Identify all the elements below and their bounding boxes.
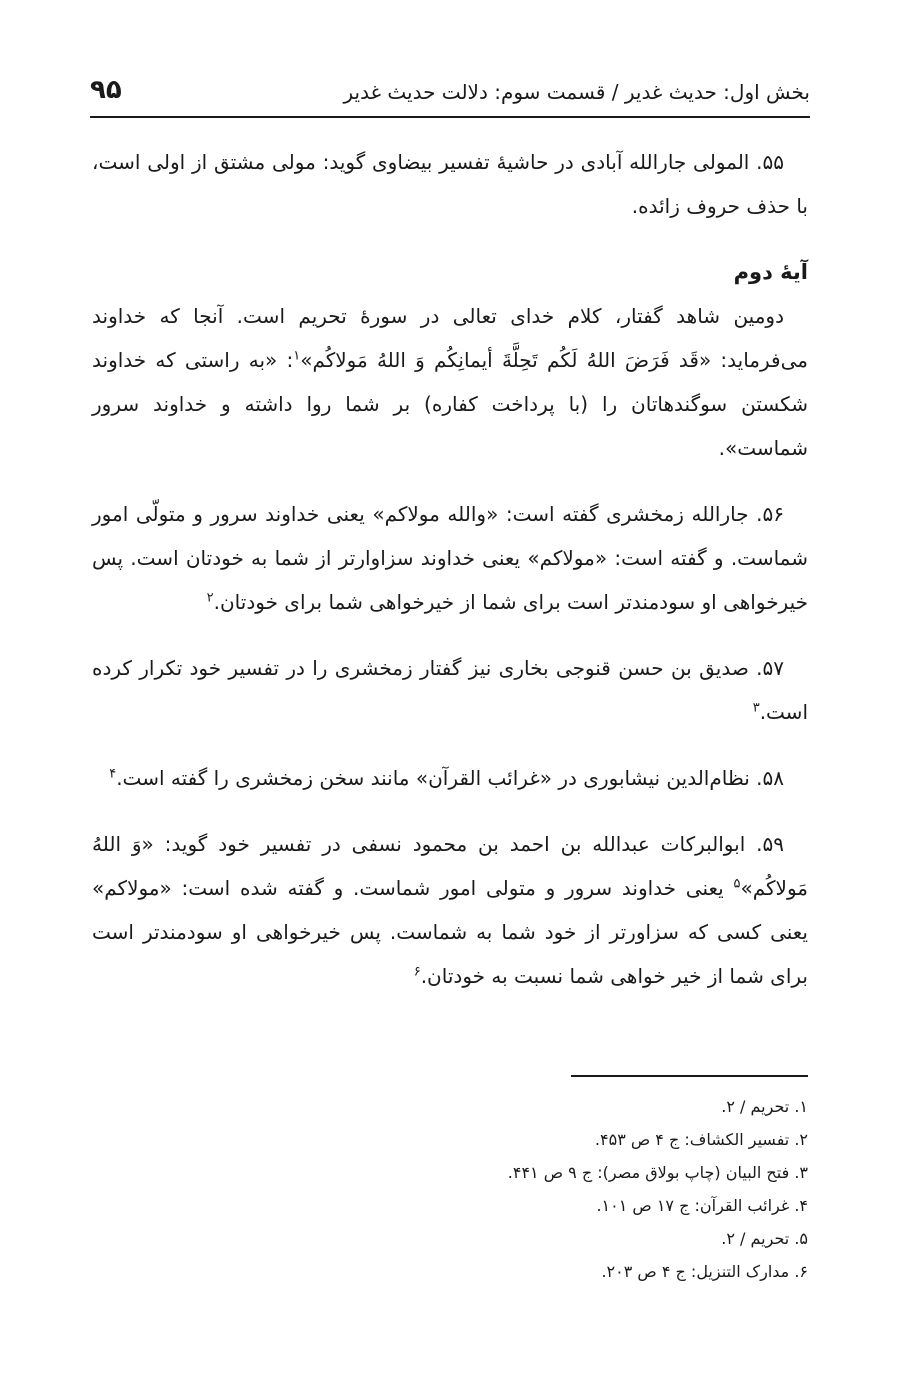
footnote-ref-2: ۲ — [206, 590, 214, 606]
footnote-divider — [571, 1075, 808, 1077]
intro-text: دومین شاهد گفتار، کلام خدای تعالی در سورهٔ تحریم است. آنجا که خداوند می‌فرماید: «قَد فَرَضَ اللهُ لَکُم تَحِلَّةَ أیمانِکُم وَ اللهُ مَولاکُم» — [92, 304, 808, 372]
paragraph-59-text-a: ۵۹. ابوالبرکات عبدالله بن احمد بن محمود نسفی در تفسیر خود گوید: «وَ اللهُ مَولاکُم» — [92, 832, 808, 900]
footnote-ref-4: ۴ — [109, 766, 117, 782]
footnote-ref-6: ۶ — [413, 964, 421, 980]
paragraph-56-text: ۵۶. جارالله زمخشری گفته است: «والله مولاکم» یعنی خداوند سرور و متولّی امور شماست. و گفته است: «مولاکم» یعنی خداوند سزاوارتر از شما به خودتان است. پس خیرخواهی او سودمندتر است برای شما از خیرخواهی شما برای خودتان. — [92, 502, 808, 614]
footnote-ref-1: ۱ — [293, 348, 301, 364]
page-number: ۹۵ — [90, 75, 122, 105]
footnote-item: ۶. مدارک التنزیل: ج ۴ ص ۲۰۳. — [601, 1262, 808, 1281]
paragraph-59 — [92, 822, 808, 998]
footnotes — [92, 1090, 808, 1288]
main-text — [92, 140, 808, 1020]
intro-tail-text: : «به راستی که خداوند شکستن سوگندهاتان را (با پرداخت کفاره) بر شما روا داشته و خداوند سرور شماست». — [92, 348, 808, 460]
footnote-item: ۵. تحریم / ۲. — [721, 1229, 808, 1248]
paragraph-58 — [92, 756, 808, 800]
paragraph-55-text: ۵۵. المولی جارالله آبادی در حاشیهٔ تفسیر بیضاوی گوید: مولی مشتق از اولی است، با حذف حروف زائده. — [92, 150, 808, 218]
paragraph-56 — [92, 492, 808, 624]
section-heading: آیهٔ دوم — [733, 260, 808, 284]
paragraph-57-text: ۵۷. صدیق بن حسن قنوجی بخاری نیز گفتار زمخشری را در تفسیر خود تکرار کرده است. — [92, 656, 808, 724]
paragraph-intro — [92, 294, 808, 470]
footnote-item: ۳. فتح البیان (چاپ بولاق مصر): ج ۹ ص ۴۴۱. — [507, 1163, 808, 1182]
paragraph-57 — [92, 646, 808, 734]
footnote-ref-3: ۳ — [752, 700, 760, 716]
running-header-title: بخش اول: حدیث غدیر / قسمت سوم: دلالت حدیث غدیر — [343, 80, 810, 104]
footnote-item: ۲. تفسیر الکشاف: ج ۴ ص ۴۵۳. — [594, 1130, 808, 1149]
paragraph-55 — [92, 140, 808, 228]
footnote-item: ۱. تحریم / ۲. — [721, 1097, 808, 1116]
footnote-ref-5: ۵ — [733, 876, 741, 892]
running-header — [90, 72, 810, 118]
footnote-item: ۴. غرائب القرآن: ج ۱۷ ص ۱۰۱. — [596, 1196, 808, 1215]
paragraph-59-text-b: یعنی خداوند سرور و متولی امور شماست. و گفته شده است: «مولاکم» یعنی کسی که سزاورتر از خود شما به شماست. پس خیرخواهی او سودمندتر است برای شما از خیر خواهی شما نسبت به خودتان. — [92, 876, 808, 988]
paragraph-58-text: ۵۸. نظام‌الدین نیشابوری در «غرائب القرآن» مانند سخن زمخشری را گفته است. — [116, 766, 784, 790]
